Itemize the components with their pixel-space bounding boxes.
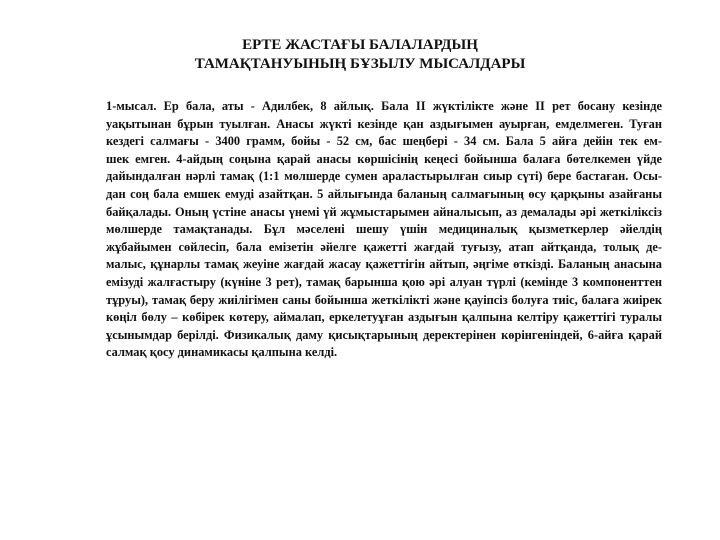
body-line: тұруы), тамақ беру жиілігімен саны бойынша жеткілікті және қауіпсіз болуға тиіс, балаға жиірек xyxy=(106,292,662,307)
body-line: уақытынан бұрын туылған. Анасы жүкті кезінде қан аздығымен ауырған, емделмеген. Туған xyxy=(106,116,662,131)
body-line: шек емген. 4-айдың соңына қарай анасы көршісінің кеңесі бойынша балаға бөтелкемен үйде xyxy=(106,151,662,166)
body-line: көңіл бөлу – көбірек көтеру, аймалап, еркелетуұған аздығын қалпына келтіру қажеттігі туралы xyxy=(106,310,662,325)
body-line: 1-мысал. Ер бала, аты - Адилбек, 8 айлық. Бала II жүктілікте және II рет босану кезінде xyxy=(106,99,662,113)
document-title xyxy=(60,36,660,74)
title-line-1: ЕРТЕ ЖАСТАҒЫ БАЛАЛАРДЫҢ xyxy=(242,37,478,53)
body-line: емізуді жалғастыру (күніне 3 рет), тамақ барынша қою әрі алуан түрлі (кемінде 3 компоненттен xyxy=(106,274,662,289)
document-body xyxy=(106,98,662,362)
body-line: кездегі салмағы - 3400 грамм, бойы - 52 см, бас шеңбері - 34 см. Бала 5 айға дейін тек ем- xyxy=(106,134,662,149)
body-line: дайындалған нәрлі тамақ (1:1 мөлшерде сумен араластырылған сиыр сүті) бере бастаған. Осы- xyxy=(106,169,662,184)
body-line: малыс, құнарлы тамақ жеуіне жағдай жасау қажеттігін айтып, әңгіме өткізді. Баланың анасына xyxy=(106,257,662,272)
body-line: мөлшерде тамақтанады. Бұл мәселені шешу үшін медициналық қызметкерлер әйелдің xyxy=(106,222,662,237)
title-line-2: ТАМАҚТАНУЫНЫҢ БҰЗЫЛУ МЫСАЛДАРЫ xyxy=(194,56,526,72)
body-line: жұбайымен сөйлесіп, бала емізетін әйелге қажетті жағдай туғызу, атап айтқанда, толық де- xyxy=(106,239,662,254)
body-line: дан соң бала емшек емуді азайтқан. 5 айлығында баланың салмағының өсу қарқыны азайғаны xyxy=(106,186,662,201)
body-line: салмақ қосу динамикасы қалпына келді. xyxy=(106,345,338,360)
body-line: байқалады. Оның үстіне анасы үнемі үй жұмыстарымен айналысып, аз демалады әрі жеткіліксіз xyxy=(106,204,662,219)
body-line: ұсынымдар берілді. Физикалық даму қисықтарының деректерінен көрінгеніндей, 6-айға қарай xyxy=(106,327,662,342)
